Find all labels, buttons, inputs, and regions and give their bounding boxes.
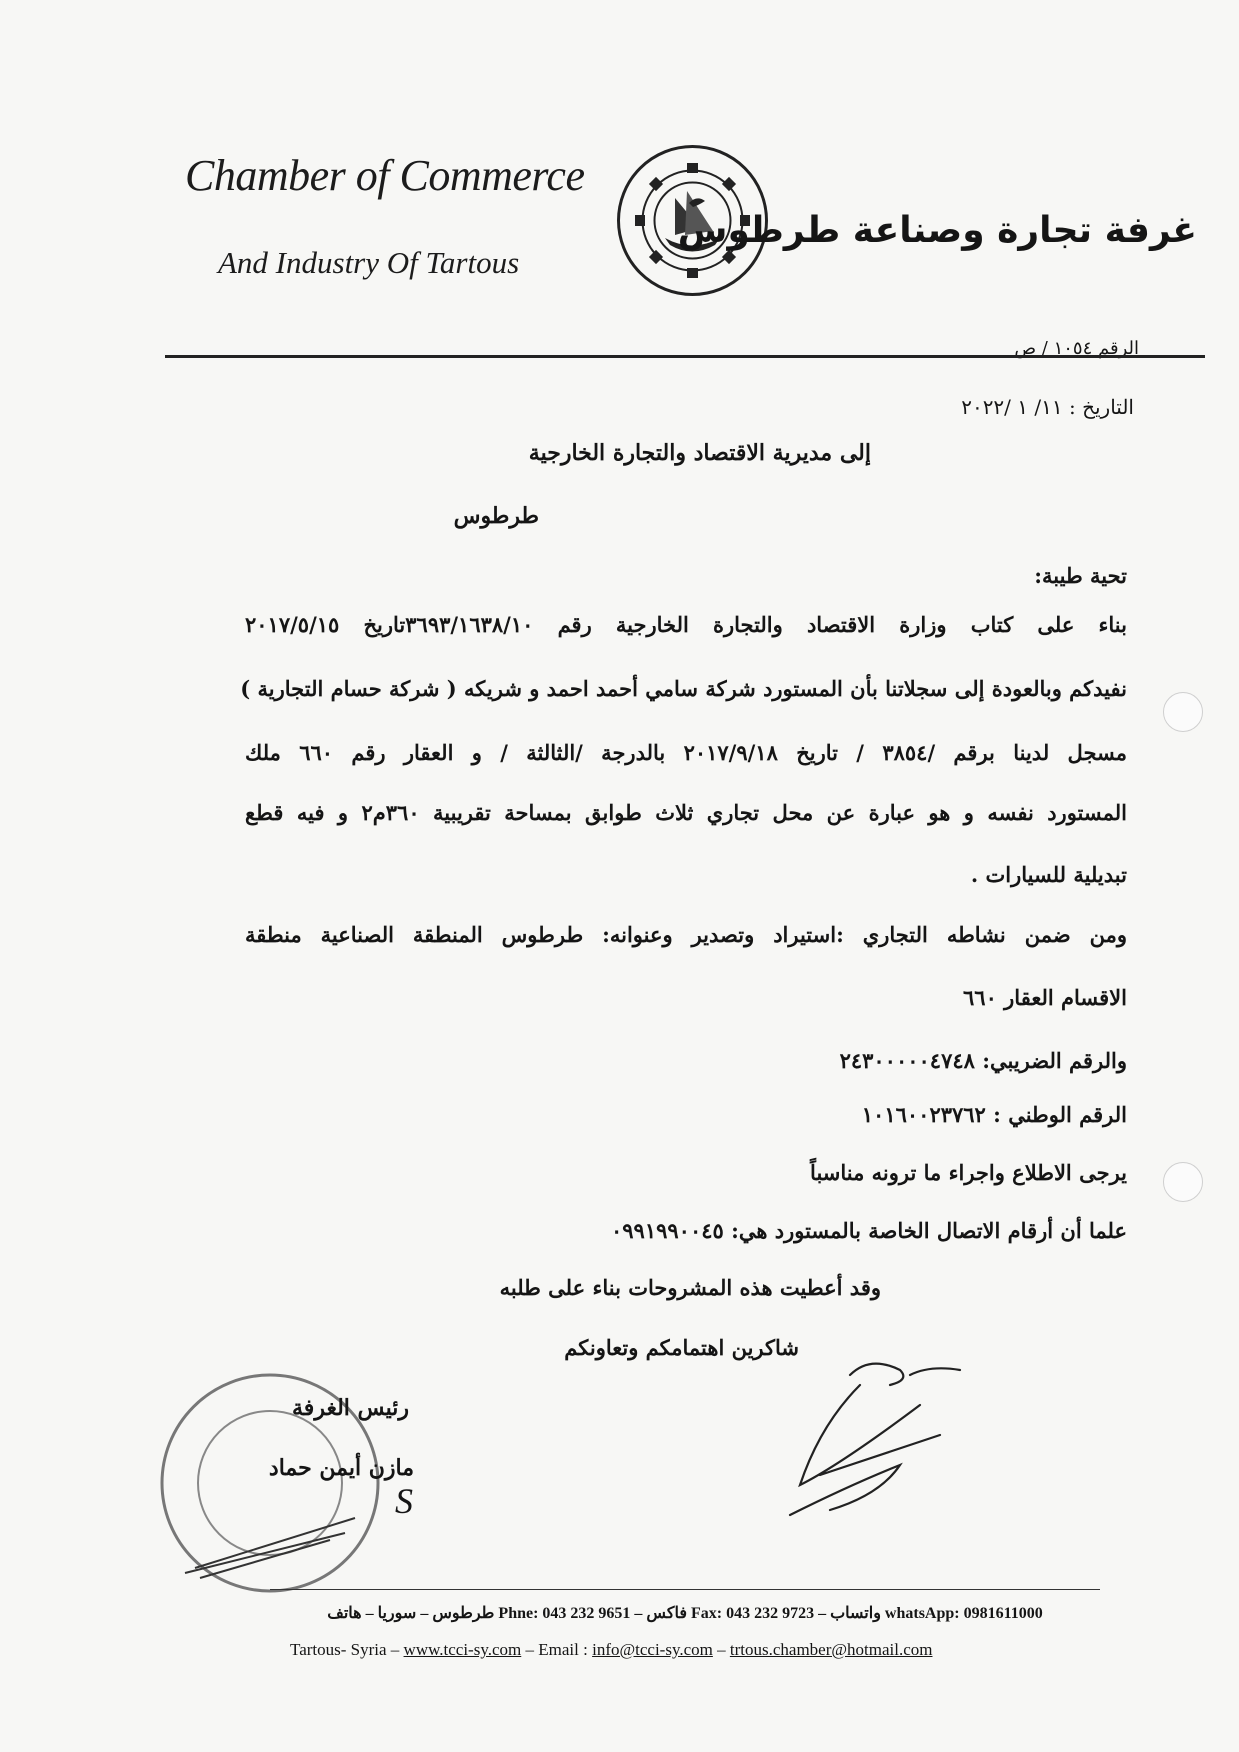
addressee: إلى مديرية الاقتصاد والتجارة الخارجية [528,440,871,466]
footer-contacts: طرطوس – سوريا – هاتف Phne: 043 232 9651 – فاكس Fax: 043 232 9723 – واتساب whatsApp: 0981611000 [327,1605,1043,1622]
body-line: تبديلية للسيارات . [970,862,1127,887]
body-line: بناء على كتاب وزارة الاقتصاد والتجارة الخارجية رقم ٣٦٩٣/١٦٣٨/١٠تاريخ ٢٠١٧/٥/١٥ [245,612,1127,637]
reference-number: الرقم ١٠٥٤ / ص [1014,338,1139,359]
email-link-hotmail[interactable]: trtous.chamber@hotmail.com [729,1640,933,1659]
body-line: يرجى الاطلاع واجراء ما ترونه مناسباً [810,1160,1127,1185]
website-link[interactable]: www.tcci-sy.com [403,1640,522,1659]
email-label: – Email : [521,1640,593,1659]
signer-name: مازن أيمن حماد [268,1455,414,1481]
body-line: الاقسام العقار ٦٦٠ [963,985,1127,1010]
chamber-subtitle-english: And Industry Of Tartous [218,245,520,280]
tax-number: والرقم الضريبي: ٢٤٣٠٠٠٠٠٤٧٤٨ [839,1048,1127,1073]
punch-hole [1163,692,1203,732]
handwritten-signature-icon [760,1345,975,1530]
chamber-name-arabic: غرفة تجارة وصناعة طرطوس [677,210,1197,251]
chamber-name-english: Chamber of Commerce [185,151,585,200]
punch-hole [1163,1162,1203,1202]
signer-title: رئيس الغرفة [292,1395,409,1421]
email-link-info[interactable]: info@tcci-sy.com [592,1640,713,1659]
body-line: المستورد نفسه و هو عبارة عن محل تجاري ثلاث طوابق بمساحة تقريبية ٣٦٠م٢ و فيه قطع [245,800,1127,825]
footer-divider [270,1589,1100,1590]
footer-web [290,1640,932,1660]
national-number: الرقم الوطني : ١٠١٦٠٠٢٣٧٦٢ [861,1102,1127,1127]
greeting: تحية طيبة: [1034,563,1127,588]
contact-number: علما أن أرقام الاتصال الخاصة بالمستورد هي: ٠٩٩١٩٩٠٠٤٥ [611,1218,1127,1243]
body-line: نفيدكم وبالعودة إلى سجلاتنا بأن المستورد شركة سامي أحمد احمد و شريكه ( شركة حسام التجارية ) [240,676,1127,701]
body-line: وقد أعطيت هذه المشروحات بناء على طلبه [499,1275,881,1300]
header-divider [165,355,1205,358]
initial-mark: S [395,1481,413,1521]
footer-separator: – [712,1640,730,1659]
body-line: ومن ضمن نشاطه التجاري :استيراد وتصدير وعنوانه: طرطوس المنطقة الصناعية منطقة [245,922,1127,947]
body-line: مسجل لدينا برقم /٣٨٥٤ / تاريخ ٢٠١٧/٩/١٨ بالدرجة /الثالثة / و العقار رقم ٦٦٠ ملك [245,740,1127,765]
addressee-city: طرطوس [453,503,539,529]
closing-line: شاكرين اهتمامكم وتعاونكم [564,1335,799,1360]
letter-date: التاريخ : ١١/ ١ /٢٠٢٢ [961,395,1134,419]
footer-location: Tartous- Syria – [290,1640,404,1659]
